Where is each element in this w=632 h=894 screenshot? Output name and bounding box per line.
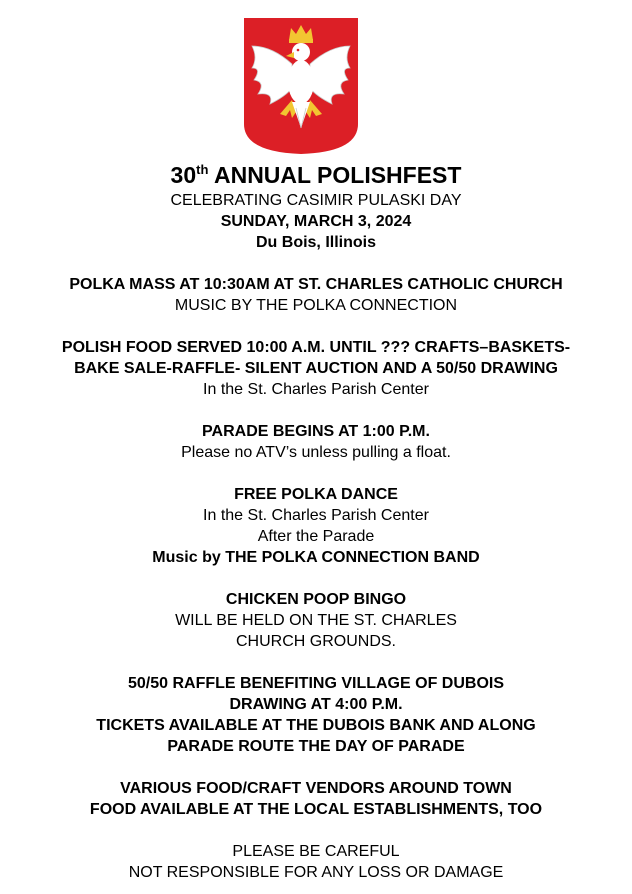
event-location: Du Bois, Illinois	[255, 234, 376, 251]
vendors-food: FOOD AVAILABLE AT THE LOCAL ESTABLISHMENTS, TOO	[89, 801, 543, 818]
flyer-text	[0, 160, 632, 883]
bingo-line2: WILL BE HELD ON THE ST. CHARLES	[175, 612, 457, 629]
event-date: SUNDAY, MARCH 3, 2024	[220, 213, 412, 230]
raffle-tickets: TICKETS AVAILABLE AT THE DUBOIS BANK AND ALONG	[96, 717, 536, 734]
title-text: ANNUAL POLISHFEST	[213, 162, 462, 188]
title-number: 30	[170, 162, 197, 188]
food-heading-line1: POLISH FOOD SERVED 10:00 A.M. UNTIL ??? CRAFTS–BASKETS-	[61, 339, 571, 356]
title-ordinal-suffix: th	[196, 162, 209, 177]
dance-location: In the St. Charles Parish Center	[203, 507, 429, 524]
bingo-line3: CHURCH GROUNDS.	[236, 633, 396, 650]
event-title	[0, 160, 632, 190]
footer-careful: PLEASE BE CAREFUL	[232, 843, 400, 860]
dance-heading: FREE POLKA DANCE	[234, 486, 398, 503]
parade-note: Please no ATV’s unless pulling a float.	[181, 444, 451, 461]
dance-time: After the Parade	[257, 528, 375, 545]
footer-disclaimer: NOT RESPONSIBLE FOR ANY LOSS OR DAMAGE	[128, 864, 504, 881]
mass-music: MUSIC BY THE POLKA CONNECTION	[174, 297, 458, 314]
polish-eagle-icon	[242, 16, 360, 156]
subtitle: CELEBRATING CASIMIR PULASKI DAY	[170, 192, 462, 209]
bingo-heading: CHICKEN POOP BINGO	[225, 591, 407, 608]
food-location: In the St. Charles Parish Center	[203, 381, 429, 398]
food-heading-line2: BAKE SALE-RAFFLE- SILENT AUCTION AND A 50/50 DRAWING	[74, 360, 558, 377]
raffle-heading: 50/50 RAFFLE BENEFITING VILLAGE OF DUBOIS	[127, 675, 505, 692]
raffle-drawing: DRAWING AT 4:00 P.M.	[229, 696, 403, 713]
mass-heading: POLKA MASS AT 10:30AM AT ST. CHARLES CATHOLIC CHURCH	[69, 276, 563, 293]
dance-music: Music by THE POLKA CONNECTION BAND	[152, 549, 480, 566]
vendors-heading: VARIOUS FOOD/CRAFT VENDORS AROUND TOWN	[120, 780, 512, 797]
raffle-route: PARADE ROUTE THE DAY OF PARADE	[167, 738, 465, 755]
parade-heading: PARADE BEGINS AT 1:00 P.M.	[202, 423, 430, 440]
